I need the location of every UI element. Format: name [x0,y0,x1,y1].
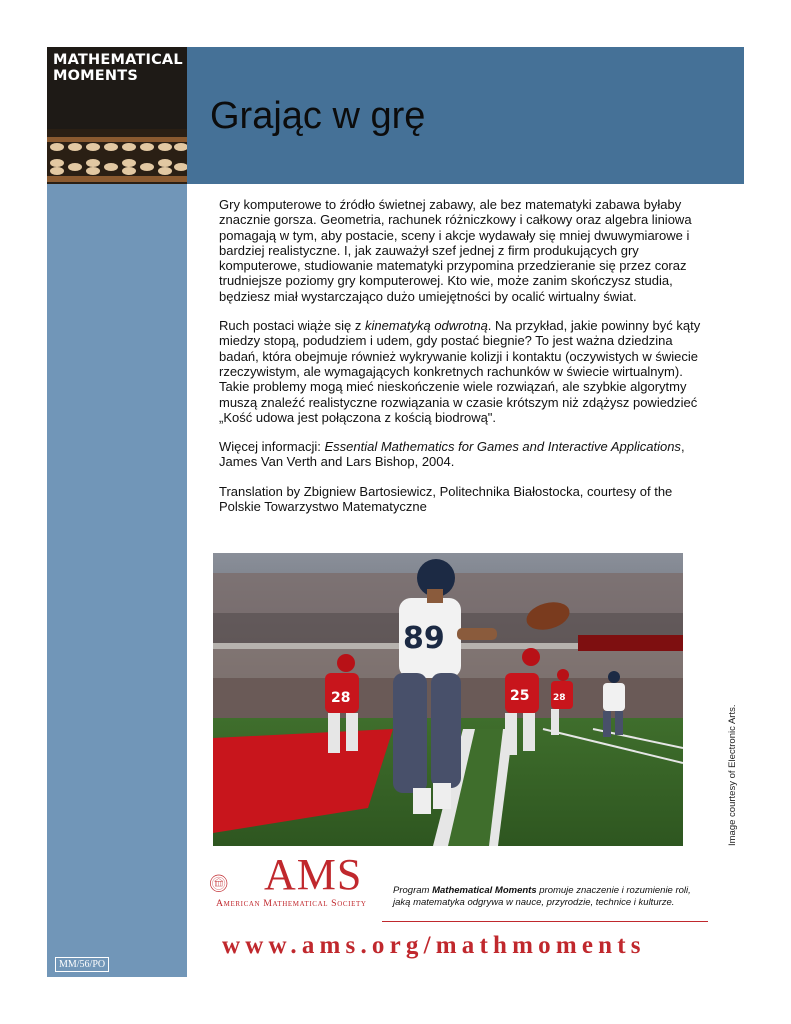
kinematics-text-end: . Na przykład, jakie powinny być kąty miedzy stopą, podudziem i udem, gdy postać biegnie? To jest ważna dziedzina badań, która obejmuje również wykrywanie kolizji i kontaktu (oczywistych w świecie rzeczywistym, ale wymagających konkretnych rachunków w świecie wirtualnym). Takie problemy mogą mieć nieskończenie wiele rozwiązań, ale szybkie algorytmy muszą znaleźć realistyczne rozwiązania w czasie krótszym niż zdążysz powiedzieć „Kość udowa jest połączona z kością biodrową". [219,318,701,425]
page-title: Grając w grę [210,95,426,137]
kinematics-term: kinematyką odwrotną [364,318,488,334]
red-player-2-number: 25 [510,688,530,704]
mathematical-moments-logo [47,47,187,184]
footer-divider [382,921,708,922]
kinematics-text-start: Ruch postaci wiąże się z [219,318,365,334]
image-credit: Image courtesy of Electronic Arts. [727,704,738,846]
logo-line-1: MATHEMATICAL [53,52,183,68]
abacus-image [47,129,187,184]
article-body [219,197,709,528]
football-game-image [213,553,683,846]
paragraph-intro: Gry komputerowe to źródło świetnej zabawy, ale bez matematyki zabawa byłaby znacznie gorsza. Geometria, rachunek różniczkowy i całkowy oraz algebra liniowa pomagają w tym, aby postacie, sceny i akcje wydawały się mniej dwuwymiarowe i bardziej realistyczne. I, jak zauważył szef jednej z firm produkujących gry komputerowe, studiowanie matematyki przypomina przedzieranie się przez coraz trudniejsze poziomy gry komputerowej. Kto wie, może zanim skończysz studia, będziesz miał wystarczająco dużo umiejętności by ocalić wirtualny świat. [219,197,692,304]
book-authors: , James Van Verth and Lars Bishop, 2004. [219,439,685,470]
left-sidebar-band [47,47,187,977]
paragraph-more-info [219,439,709,470]
website-url[interactable]: www.ams.org/mathmoments [222,932,646,959]
program-text: promuje znaczenie i rozumienie roli, jaką matematyka odgrywa w nauce, przyrodzie, technice i kulturze. [393,885,691,908]
paragraph-kinematics [219,318,709,425]
title-header [187,47,744,184]
book-title: Essential Mathematics for Games and Interactive Applications [324,439,681,455]
red-player-1-number: 28 [331,690,351,706]
logo-line-2: MOMENTS [53,68,138,84]
ams-logo-text: AMS [264,850,363,899]
program-label: Program [393,885,433,896]
document-code-badge: MM/56/PO [55,957,109,972]
ams-full-name: American Mathematical Society [216,898,367,909]
receiver-jersey-number: 89 [403,621,445,656]
more-info-label: Więcej informacji: [219,439,325,455]
football-scene [213,553,683,846]
paragraph-translation: Translation by Zbigniew Bartosiewicz, Politechnika Białostocka, courtesy of the Polskie Towarzystwo Matematyczne [219,483,673,515]
program-name: Mathematical Moments [432,885,537,896]
program-description [393,885,693,909]
logo-text [53,52,183,84]
red-player-3-number: 28 [553,693,566,703]
